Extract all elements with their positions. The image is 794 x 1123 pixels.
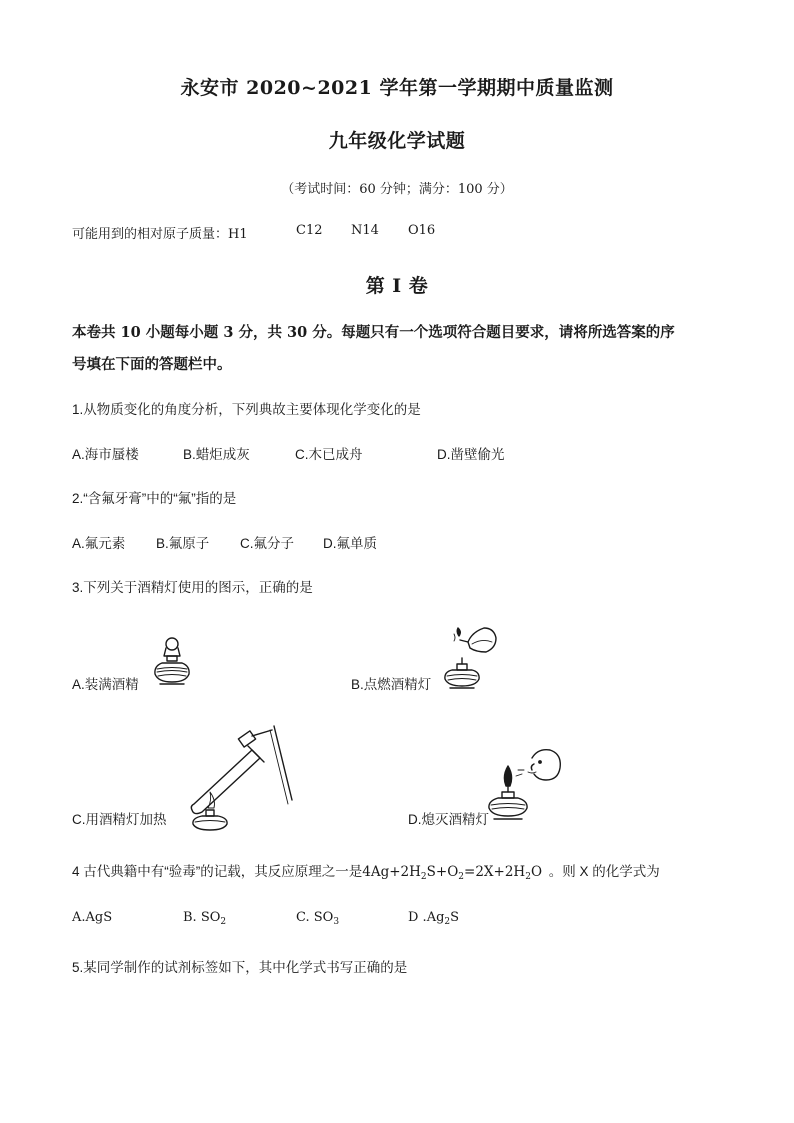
atomic-mass-line: [72, 223, 248, 242]
q2-option-b[interactable]: B.氟原子: [156, 536, 210, 551]
q4-equation: $4Ag+2H_2S+O_2=2X+2H_2O$: [362, 864, 543, 882]
exam-title: 永安市 2020~2021 学年第一学期期中质量监测: [180, 77, 614, 99]
lamp-blowing-figure: [486, 746, 566, 828]
question-4-stem: [72, 860, 660, 880]
q3-option-a[interactable]: A.装满酒精: [72, 677, 139, 692]
question-2-stem: 2.“含氟牙膏”中的“氟”指的是: [72, 491, 237, 506]
q3-option-c[interactable]: C.用酒精灯加热: [72, 812, 167, 827]
q4-option-a[interactable]: A.AgS: [72, 910, 113, 925]
q3-option-b[interactable]: B.点燃酒精灯: [351, 677, 432, 692]
q4-stem-suffix: 。则 X 的化学式为: [548, 864, 660, 879]
q2-option-a[interactable]: A.氟元素: [72, 536, 126, 551]
atomic-mass-o: O16: [408, 223, 436, 238]
question-3-stem: 3.下列关于酒精灯使用的图示，正确的是: [72, 580, 313, 595]
lamp-lighting-figure: [432, 622, 502, 692]
q4-option-d[interactable]: D $.Ag_2S$: [408, 910, 460, 927]
q4-option-b[interactable]: B. $SO_2$: [183, 910, 227, 927]
atomic-mass-h: H1: [228, 227, 248, 242]
section-instructions-1: 本卷共 10 小题每小题 3 分，共 30 分。每题只有一个选项符合题目要求，请将所选答案的序: [72, 324, 675, 341]
q3-option-d[interactable]: D.熄灭酒精灯: [408, 812, 489, 827]
atomic-mass-n: N14: [351, 223, 379, 238]
q1-option-a[interactable]: A.海市蜃楼: [72, 447, 139, 462]
q1-option-d[interactable]: D.凿壁偷光: [437, 447, 505, 462]
atomic-mass-label: 可能用到的相对原子质量：: [72, 227, 229, 242]
q2-option-d[interactable]: D.氟单质: [323, 536, 377, 551]
section-title: 第 I 卷: [365, 275, 429, 297]
question-5-stem: 5.某同学制作的试剂标签如下，其中化学式书写正确的是: [72, 960, 408, 975]
lamp-filled-figure: [150, 636, 194, 688]
q1-option-b[interactable]: B.蜡炬成灰: [183, 447, 250, 462]
q1-option-c[interactable]: C.木已成舟: [295, 447, 363, 462]
q4-option-c[interactable]: C. $SO_3$: [296, 910, 340, 927]
lamp-heating-figure: [168, 720, 302, 832]
section-instructions-2: 号填在下面的答题栏中。: [72, 356, 232, 373]
question-1-stem: 1.从物质变化的角度分析，下列典故主要体现化学变化的是: [72, 402, 421, 417]
q2-option-c[interactable]: C.氟分子: [240, 536, 294, 551]
exam-subtitle: 九年级化学试题: [328, 130, 466, 152]
exam-info: （考试时间：60 分钟；满分：100 分）: [281, 182, 513, 197]
q4-stem-prefix: 4 古代典籍中有“验毒”的记载，其反应原理之一是: [72, 864, 363, 879]
atomic-mass-c: C12: [296, 223, 323, 238]
